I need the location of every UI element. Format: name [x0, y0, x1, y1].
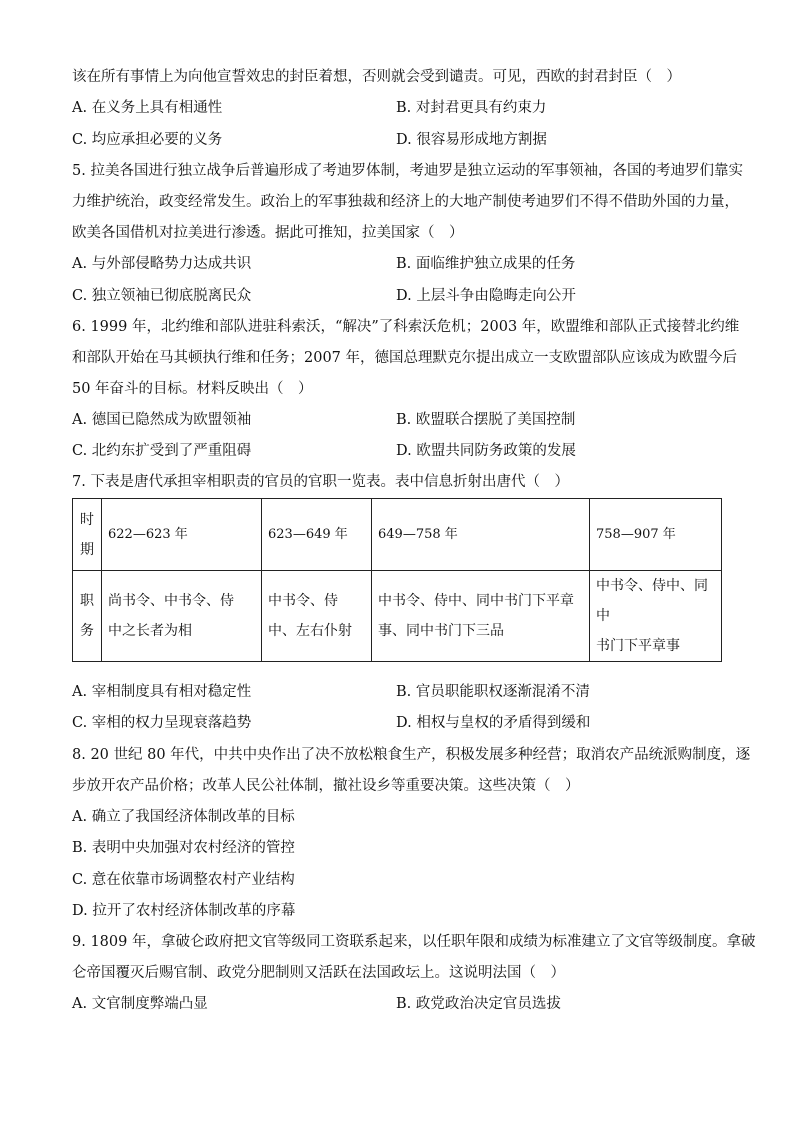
table-header-post	[73, 571, 102, 662]
q5-stem-line-3: 欧美各国借机对拉美进行渗透。据此可推知，拉美国家（ ）	[72, 225, 464, 241]
q4-option-c[interactable]: C. 均应承担必要的义务	[72, 132, 223, 148]
q6-option-b[interactable]: B. 欧盟联合摆脱了美国控制	[396, 412, 576, 428]
post-line: 中书令、侍中、同中书门下平章	[378, 593, 574, 609]
q9-stem-line-1: 9. 1809 年，拿破仑政府把文官等级同工资联系起来，以任职年限和成绩为标准建立了文官等级制度。拿破	[72, 934, 756, 950]
post-line: 中之长者为相	[108, 623, 192, 639]
q4-option-a[interactable]: A. 在义务上具有相通性	[72, 100, 223, 116]
q4-option-d[interactable]: D. 很容易形成地方割据	[396, 132, 547, 148]
table-row-posts	[73, 571, 722, 662]
post-line: 尚书令、中书令、侍	[108, 593, 234, 609]
post-cell	[590, 571, 722, 662]
post-line: 中、左右仆射	[268, 623, 352, 639]
q7-option-c[interactable]: C. 宰相的权力呈现衰落趋势	[72, 715, 252, 731]
q6-option-c[interactable]: C. 北约东扩受到了严重阻碍	[72, 443, 252, 459]
post-cell	[372, 571, 590, 662]
q8-option-a[interactable]: A. 确立了我国经济体制改革的目标	[72, 809, 295, 825]
post-line: 中书令、侍	[268, 593, 338, 609]
q8-option-b[interactable]: B. 表明中央加强对农村经济的管控	[72, 840, 295, 856]
post-line: 中书令、侍中、同中	[596, 578, 708, 624]
q8-stem-line-1: 8. 20 世纪 80 年代，中共中央作出了决不放松粮食生产，积极发展多种经营；取消农产品统派购制度，逐	[72, 747, 751, 763]
q6-option-d[interactable]: D. 欧盟共同防务政策的发展	[396, 443, 576, 459]
q5-option-d[interactable]: D. 上层斗争由隐晦走向公开	[396, 288, 576, 304]
q8-option-c[interactable]: C. 意在依靠市场调整农村产业结构	[72, 872, 295, 888]
q9-option-a[interactable]: A. 文官制度弊端凸显	[72, 996, 208, 1012]
q5-option-c[interactable]: C. 独立领袖已彻底脱离民众	[72, 288, 252, 304]
q5-option-b[interactable]: B. 面临维护独立成果的任务	[396, 256, 576, 272]
q5-stem-line-1: 5. 拉美各国进行独立战争后普遍形成了考迪罗体制，考迪罗是独立运动的军事领袖，各国的考迪罗们靠实	[72, 163, 743, 179]
q6-option-a[interactable]: A. 德国已隐然成为欧盟领袖	[72, 412, 252, 428]
period-cell: 758—907 年	[590, 499, 722, 571]
post-cell	[102, 571, 262, 662]
q6-stem-line-3: 50 年奋斗的目标。材料反映出（ ）	[72, 381, 313, 397]
period-cell: 622—623 年	[102, 499, 262, 571]
q8-option-d[interactable]: D. 拉开了农村经济体制改革的序幕	[72, 903, 296, 919]
q5-option-a[interactable]: A. 与外部侵略势力达成共识	[72, 256, 252, 272]
header-char: 务	[80, 623, 94, 639]
q5-stem-line-2: 力维护统治，政变经常发生。政治上的军事独裁和经济上的大地产制使考迪罗们不得不借助外国的力量，	[72, 194, 739, 210]
q7-option-b[interactable]: B. 官员职能职权逐渐混淆不清	[396, 684, 590, 700]
q7-option-d[interactable]: D. 相权与皇权的矛盾得到缓和	[396, 715, 591, 731]
tang-chancellor-table	[72, 498, 722, 662]
period-cell: 649—758 年	[372, 499, 590, 571]
q4-stem-continuation: 该在所有事情上为向他宣誓效忠的封臣着想，否则就会受到谴责。可见，西欧的封君封臣（ ）	[72, 69, 681, 85]
post-line: 书门下平章事	[596, 638, 680, 654]
q7-option-a[interactable]: A. 宰相制度具有相对稳定性	[72, 684, 252, 700]
q8-stem-line-2: 步放开农产品价格；改革人民公社体制，撤社设乡等重要决策。这些决策（ ）	[72, 778, 580, 794]
q7-stem: 7. 下表是唐代承担宰相职责的官员的官职一览表。表中信息折射出唐代（ ）	[72, 474, 569, 490]
period-cell: 623—649 年	[262, 499, 372, 571]
post-line: 事、同中书门下三品	[378, 623, 504, 639]
q6-stem-line-1: 6. 1999 年，北约维和部队进驻科索沃，“解决”了科索沃危机；2003 年，欧盟维和部队正式接替北约维	[72, 319, 740, 335]
q9-stem-line-2: 仑帝国覆灭后赐官制、政党分肥制则又活跃在法国政坛上。这说明法国（ ）	[72, 965, 565, 981]
q9-option-b[interactable]: B. 政党政治决定官员选拔	[396, 996, 561, 1012]
table-row-periods	[73, 499, 722, 571]
header-char: 期	[80, 541, 94, 558]
q4-option-b[interactable]: B. 对封君更具有约束力	[396, 100, 547, 116]
header-char: 时	[80, 511, 94, 528]
q6-stem-line-2: 和部队开始在马其顿执行维和任务；2007 年，德国总理默克尔提出成立一支欧盟部队应该成为欧盟今后	[72, 350, 738, 366]
header-char: 职	[80, 593, 94, 609]
post-cell	[262, 571, 372, 662]
table-header-period	[73, 499, 102, 571]
